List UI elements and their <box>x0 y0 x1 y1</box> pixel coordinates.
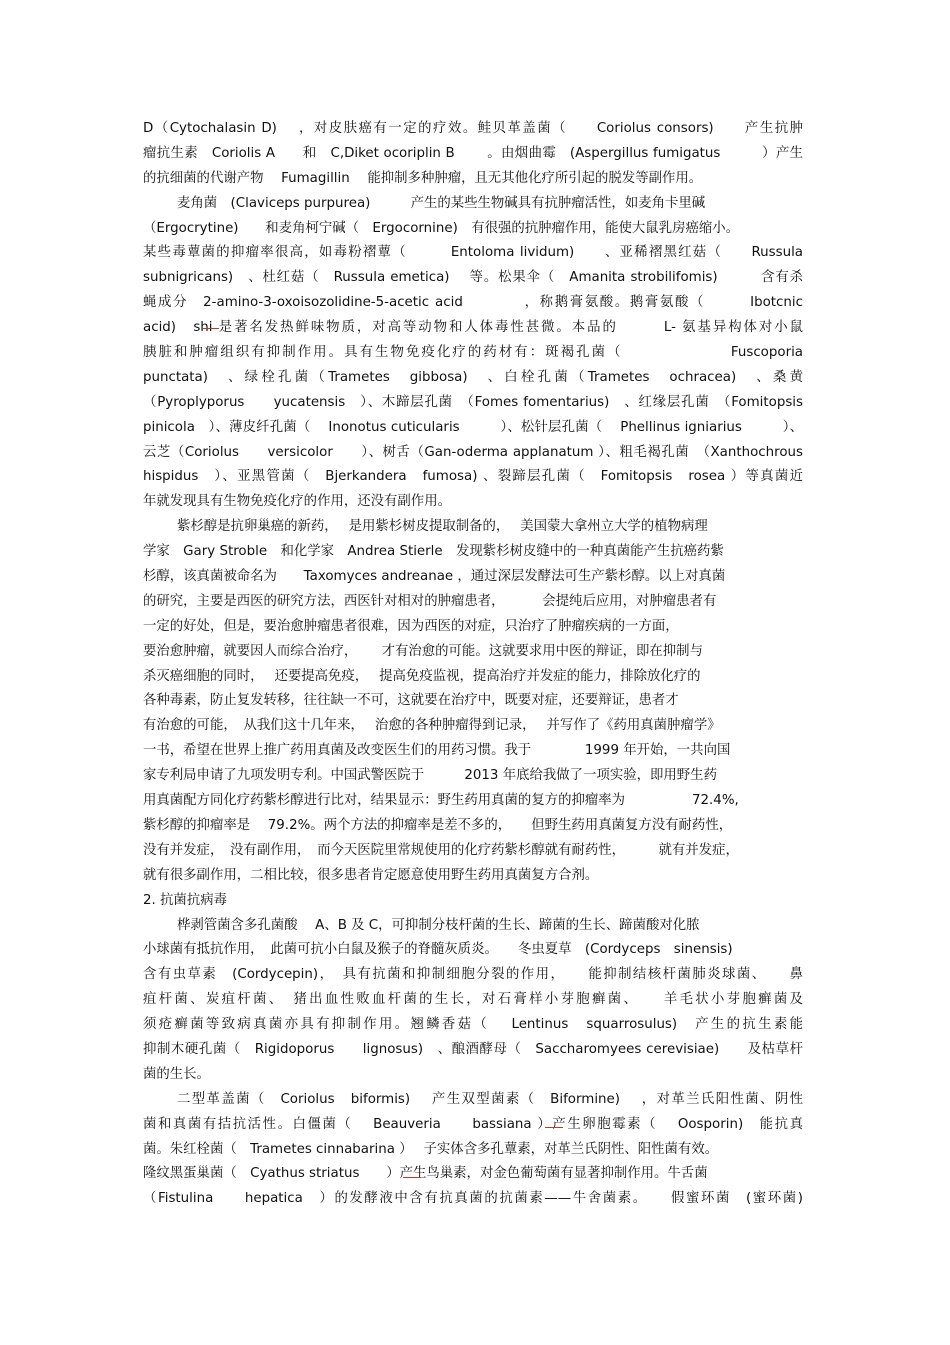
text-line: 蝇成分 2-amino-3-oxoisozolidine-5-acetic acid ，称鹅膏氨酸。鹅膏氨酸（ Ibotcnic <box>143 295 803 311</box>
text-line: 用真菌配方同化疗药紫杉醇进行比对，结果显示：野生药用真菌的复方的抑瘤率为 72.4%, <box>143 793 739 809</box>
text-line: 桦剥管菌含多孔菌酸 A、B 及 C，可抑制分枝杆菌的生长、蹄菌的生长、蹄菌酸对化脓 <box>177 917 700 933</box>
text-line: （Fistulina hepatica ）的发酵液中含有抗真菌的抗菌素——牛舍菌素。 假蜜环菌 (蜜环菌) <box>143 1191 803 1207</box>
text-line: 菌和真菌有拮抗活性。白僵菌（ Beauveria bassiana ）产生卵胞霉素（ Oosporin) 能抗真 <box>143 1116 803 1132</box>
text-line: 胰脏和肿瘤组织有抑制作用。具有生物免疫化疗的药材有：斑褐孔菌（ Fuscoporia <box>143 345 803 361</box>
text-line: 云芝（Coriolus versicolor ）、树舌（Gan-oderma applanatum ）、粗毛褐孔菌 （Xanthochrous <box>143 444 803 460</box>
text-line: 须疮癣菌等致病真菌亦具有抑制作用。翘鳞香菇（ Lentinus squarrosulus) 产生的抗生素能 <box>143 1017 803 1033</box>
text-line: D（Cytochalasin D) ，对皮肤癌有一定的疗效。鲑贝革盖菌（ Coriolus consors) 产生抗肿 <box>143 121 803 136</box>
text-line: 抑制木硬孔菌（ Rigidoporus lignosus) 、酿酒酵母（ Saccharomyees cerevisiae) 及枯草杆 <box>143 1041 803 1057</box>
edit-mark <box>545 1127 563 1128</box>
text-line: 一定的好处，但是，要治愈肿瘤患者很难，因为西医的对症，只治疗了肿瘤疾病的一方面， <box>143 618 679 634</box>
document-body <box>143 117 803 1212</box>
text-line: 紫杉醇的抑瘤率是 79.2%。两个方法的抑瘤率是差不多的， 但野生药用真菌复方没有耐药性， <box>143 817 733 833</box>
text-line: 各种毒素，防止复发转移，往往缺一不可，这就要在治疗中，既要对症，还要辩证，患者才 <box>143 693 679 709</box>
edit-mark <box>403 1177 421 1178</box>
text-line: 小球菌有抵抗作用， 此菌可抗小白鼠及猴子的脊髓灰质炎。 冬虫夏草 (Cordyceps sinensis) <box>143 942 733 958</box>
text-line: （Ergocrytine) 和麦角柯宁碱（ Ergocornine) 有很强的抗肿瘤作用，能使大鼠乳房癌缩小。 <box>143 220 740 236</box>
text-line: 一书，希望在世界上推广药用真菌及改变医生们的用药习惯。我于 1999 年开始，一共向国 <box>143 743 731 759</box>
text-line: 瘤抗生素 Coriolis A 和 C,Diket ocoriplin B 。由烟曲霉 (Aspergillus fumigatus ）产生 <box>143 145 803 161</box>
text-line: 学家 Gary Stroble 和化学家 Andrea Stierle 发现紫杉树皮缝中的一种真菌能产生抗癌药紫 <box>143 544 724 560</box>
text-line: 某些毒蕈菌的抑瘤率很高，如毒粉褶蕈（ Entoloma lividum) 、亚稀褶黑红菇（ Russula <box>143 245 803 261</box>
text-line: 杉醇，该真菌被命名为 Taxomyces andreanae ，通过深层发酵法可生产紫杉醇。以上对真菌 <box>143 569 726 585</box>
text-line: 二型革盖菌（ Coriolus biformis) 产生双型菌素（ Biformine) ，对革兰氏阳性菌、阴性 <box>177 1091 803 1107</box>
text-line: 含有虫草素 (Cordycepin)， 具有抗菌和抑制细胞分裂的作用， 能抑制结核杆菌肺炎球菌、 鼻 <box>143 967 803 983</box>
text-line: 麦角菌 (Claviceps purpurea) 产生的某些生物碱具有抗肿瘤活性，如麦角卡里碱 <box>177 195 706 211</box>
text-line: （Pyroplyporus yucatensis ）、木蹄层孔菌 （Fomes fomentarius) 、红缘层孔菌 （Fomitopsis <box>143 394 803 410</box>
section-heading: 2. 抗菌抗病毒 <box>143 892 227 908</box>
text-line: 年就发现具有生物免疫化疗的作用，还没有副作用。 <box>143 494 451 510</box>
text-line: 要治愈肿瘤，就要因人而综合治疗， 才有治愈的可能。这就要求用中医的辩证，即在抑制与 <box>143 643 703 659</box>
text-line: 紫杉醇是抗卵巢癌的新药， 是用紫杉树皮提取制备的， 美国蒙大拿州立大学的植物病理 <box>177 519 708 535</box>
text-line: 杀灭癌细胞的同时， 还要提高免疫， 提高免疫监视，提高治疗并发症的能力，排除放化疗的 <box>143 668 701 684</box>
text-line: 的抗细菌的代谢产物 Fumagillin 能抑制多种肿瘤，且无其他化疗所引起的脱发等副作用。 <box>143 170 703 186</box>
text-line: 就有很多副作用，二相比较，很多患者肯定愿意使用野生药用真菌复方合剂。 <box>143 867 599 883</box>
text-line: 菌。朱红栓菌（ Trametes cinnabarina ） 子实体含多孔蕈素，对革兰氏阴性、阳性菌有效。 <box>143 1141 719 1157</box>
text-line: 有治愈的可能， 从我们这十几年来， 治愈的各种肿瘤得到记录， 并写作了《药用真菌肿瘤学》 <box>143 718 721 734</box>
text-line: pinicola ）、薄皮纤孔菌（ Inonotus cuticularis ）、松针层孔菌（ Phellinus igniarius ）、 <box>143 419 803 435</box>
text-line: punctata) 、绿栓孔菌（Trametes gibbosa) 、白栓孔菌（Trametes ochracea) 、桑黄 <box>143 369 803 385</box>
text-line: hispidus ）、亚黑管菌（ Bjerkandera fumosa) 、裂蹄层孔菌（ Fomitopsis rosea ）等真菌近 <box>143 469 803 485</box>
text-line: acid) shi 是著名发热鲜味物质，对高等动物和人体毒性甚微。本品的 L- 氨基异构体对小鼠 <box>143 320 803 336</box>
text-line: 疽杆菌、炭疽杆菌、 猪出血性败血杆菌的生长，对石膏样小芽胞癣菌、 羊毛状小芽胞癣菌及 <box>143 992 803 1008</box>
edit-mark <box>203 328 219 329</box>
text-line: 菌的生长。 <box>143 1066 210 1082</box>
text-line: 没有并发症， 没有副作用， 而今天医院里常规使用的化疗药紫杉醇就有耐药性， 就有并发症， <box>143 842 739 858</box>
text-line: 隆纹黑蛋巢菌（ Cyathus striatus ）产生鸟巢素，对金色葡萄菌有显著抑制作用。牛舌菌 <box>143 1166 708 1182</box>
text-line: subnigricans) 、杜红菇（ Russula emetica) 等。松果伞（ Amanita strobilifomis) 含有杀 <box>143 270 803 286</box>
text-line: 家专利局申请了九项发明专利。中国武警医院于 2013 年底给我做了一项实验，即用野生药 <box>143 768 717 784</box>
text-line: 的研究，主要是西医的研究方法，西医针对相对的肿瘤患者， 会提纯后应用，对肿瘤患者有 <box>143 593 717 609</box>
